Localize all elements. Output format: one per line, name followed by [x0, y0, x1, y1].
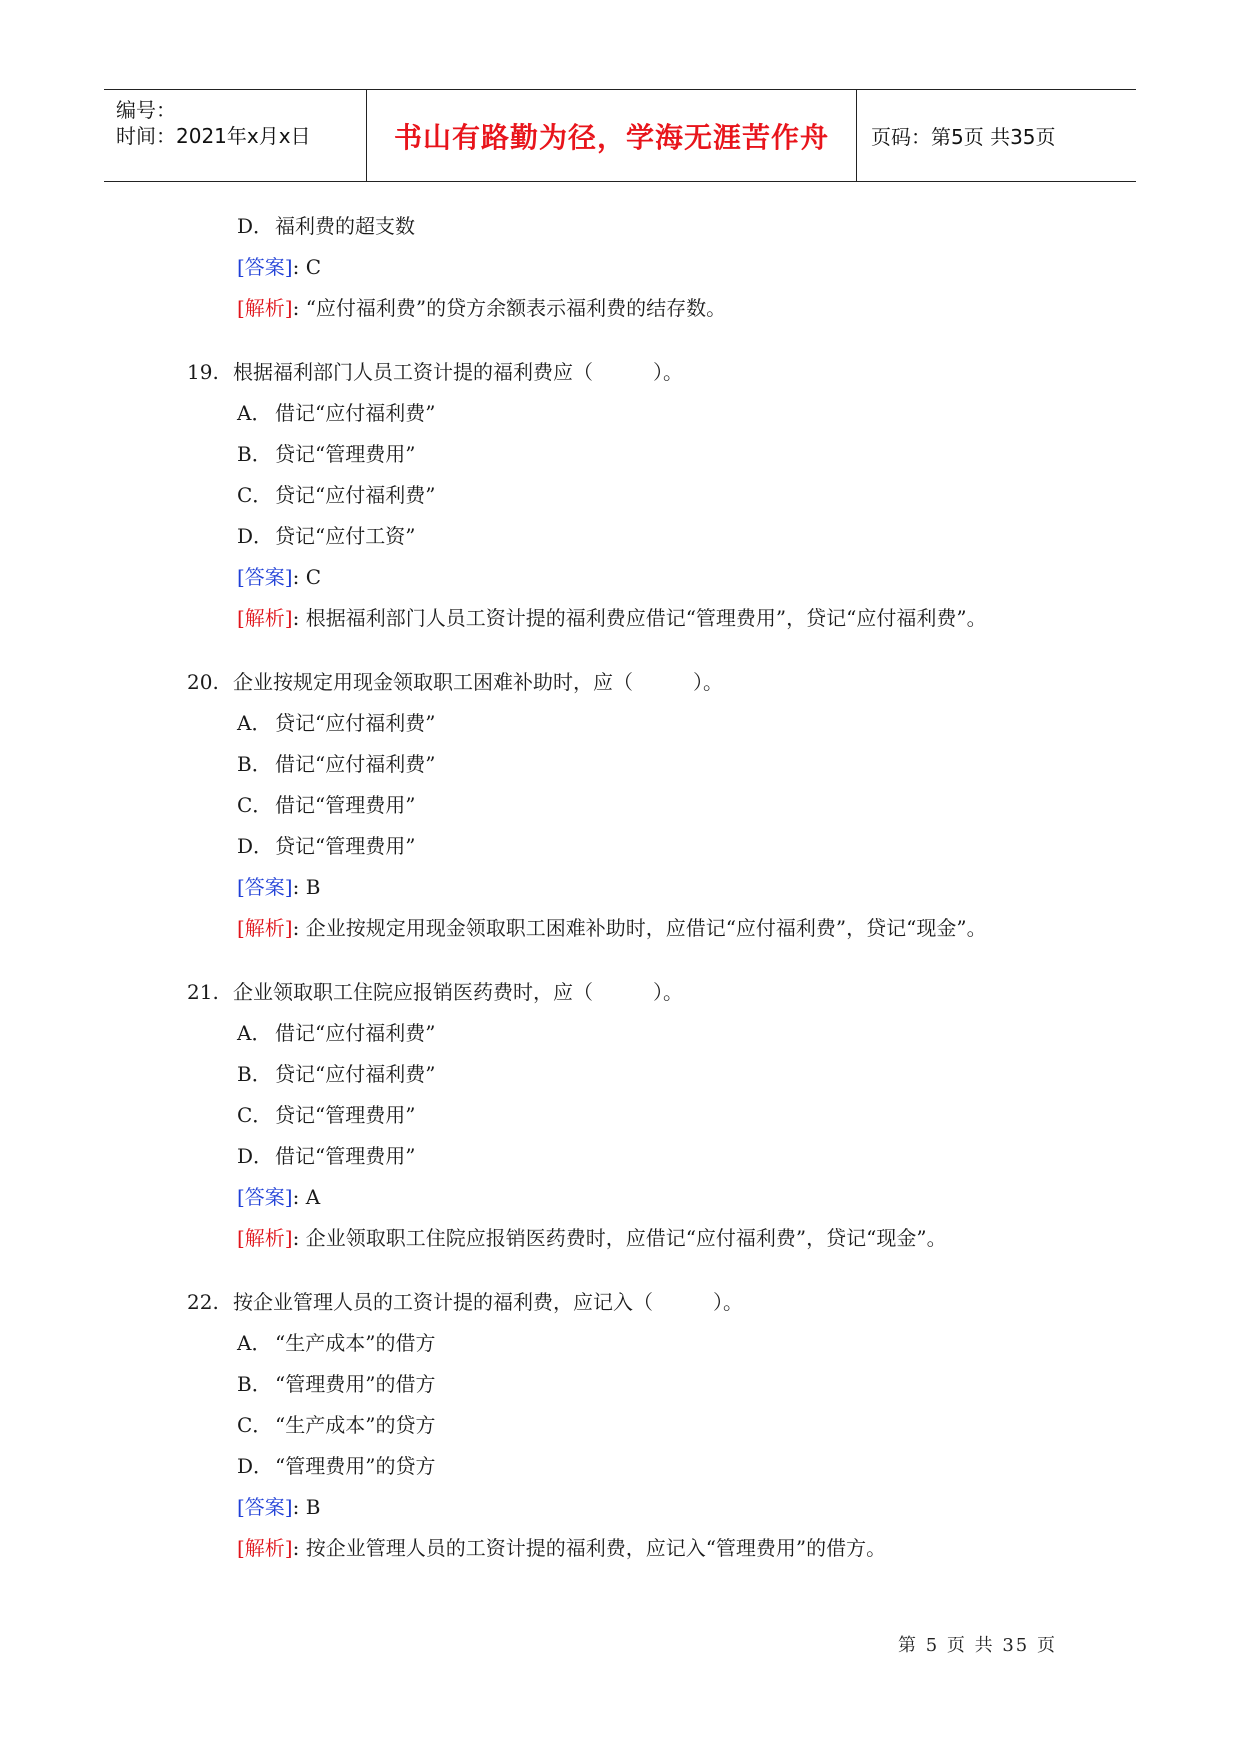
answer-tag: [答案]: [237, 255, 293, 279]
analysis-line: [237, 1536, 886, 1560]
option-key: A．: [237, 401, 272, 425]
answer-value: : C: [292, 565, 322, 589]
header-motto: 书山有路勤为径，学海无涯苦作舟: [367, 90, 857, 181]
answer-line: [237, 1495, 320, 1519]
option-c: [237, 483, 435, 507]
option-text: “生产成本”的贷方: [275, 1413, 436, 1437]
option-key: D．: [237, 1144, 274, 1168]
option-b: [237, 1062, 435, 1086]
option-key: B．: [237, 1372, 272, 1396]
option-b: [237, 442, 415, 466]
answer-tag: [答案]: [237, 875, 293, 899]
option-b: [237, 1372, 435, 1396]
question-22: [187, 1290, 743, 1314]
analysis-tag: [解析]: [237, 1536, 293, 1560]
question-stem: 企业按规定用现金领取职工困难补助时，应（ ）。: [233, 670, 723, 694]
option-text: 贷记“管理费用”: [275, 1103, 416, 1127]
option-text: 贷记“应付工资”: [275, 524, 416, 548]
option-text: 借记“应付福利费”: [275, 752, 436, 776]
time-label: 时间：2021年x月x日: [116, 124, 311, 148]
option-key: D．: [237, 834, 274, 858]
analysis-tag: [解析]: [237, 296, 293, 320]
option-c: [237, 1413, 435, 1437]
analysis-tag: [解析]: [237, 916, 293, 940]
answer-tag: [答案]: [237, 565, 293, 589]
option-key: D．: [237, 524, 274, 548]
analysis-line: [237, 1226, 947, 1250]
number-label: 编号：: [116, 98, 176, 122]
option-text: 贷记“应付福利费”: [275, 1062, 436, 1086]
option-text: 借记“应付福利费”: [275, 1021, 436, 1045]
question-20: [187, 670, 723, 694]
analysis-tag: [解析]: [237, 1226, 293, 1250]
option-c: [237, 793, 415, 817]
analysis-text: : 按企业管理人员的工资计提的福利费，应记入“管理费用”的借方。: [292, 1536, 887, 1560]
header-page-info: 页码：第5页 共35页: [871, 125, 1056, 149]
answer-line: [237, 1185, 320, 1209]
option-a: [237, 1021, 435, 1045]
question-number: 21.: [187, 980, 219, 1004]
option-key: B．: [237, 752, 272, 776]
answer-tag: [答案]: [237, 1495, 293, 1519]
option-b: [237, 752, 435, 776]
option-key: C．: [237, 483, 273, 507]
option-text: 福利费的超支数: [275, 214, 415, 238]
page-footer: 第 5 页 共 35 页: [898, 1635, 1057, 1656]
option-text: 贷记“管理费用”: [275, 834, 416, 858]
question-number: 20.: [187, 670, 219, 694]
option-a: [237, 711, 435, 735]
analysis-text: : 企业领取职工住院应报销医药费时，应借记“应付福利费”，贷记“现金”。: [292, 1226, 947, 1250]
option-text: “生产成本”的借方: [275, 1331, 436, 1355]
analysis-text: : 企业按规定用现金领取职工困难补助时，应借记“应付福利费”，贷记“现金”。: [292, 916, 987, 940]
option-d: [237, 524, 415, 548]
question-stem: 根据福利部门人员工资计提的福利费应（ ）。: [233, 360, 683, 384]
option-d: [237, 1454, 435, 1478]
question-stem: 按企业管理人员的工资计提的福利费，应记入（ ）。: [233, 1290, 743, 1314]
option-key: B．: [237, 1062, 272, 1086]
option-key: A．: [237, 1021, 272, 1045]
option-key: C．: [237, 1413, 273, 1437]
answer-tag: [答案]: [237, 1185, 293, 1209]
answer-line: [237, 255, 321, 279]
option-text: 借记“应付福利费”: [275, 401, 436, 425]
analysis-line: [237, 606, 987, 630]
option-key: A．: [237, 711, 272, 735]
question-21: [187, 980, 683, 1004]
option-d: [237, 834, 415, 858]
option-text: “管理费用”的贷方: [275, 1454, 436, 1478]
option-key: D．: [237, 214, 274, 238]
answer-value: : B: [292, 1495, 321, 1519]
option-a: [237, 401, 435, 425]
option-c: [237, 1103, 415, 1127]
option-text: 贷记“应付福利费”: [275, 483, 436, 507]
question-number: 22.: [187, 1290, 219, 1314]
analysis-tag: [解析]: [237, 606, 293, 630]
option-text: 贷记“管理费用”: [275, 442, 416, 466]
answer-value: : B: [292, 875, 321, 899]
option-key: C．: [237, 1103, 273, 1127]
question-number: 19.: [187, 360, 219, 384]
answer-line: [237, 875, 320, 899]
answer-value: : A: [292, 1185, 321, 1209]
header-info-cell: [104, 90, 367, 181]
option-text: 借记“管理费用”: [275, 1144, 416, 1168]
option-text: 贷记“应付福利费”: [275, 711, 436, 735]
option-key: C．: [237, 793, 273, 817]
question-19: [187, 360, 683, 384]
option-d: [237, 1144, 415, 1168]
option-d: [237, 214, 415, 238]
option-key: A．: [237, 1331, 272, 1355]
document-header: [104, 89, 1136, 182]
option-a: [237, 1331, 435, 1355]
option-key: D．: [237, 1454, 274, 1478]
analysis-line: [237, 916, 987, 940]
analysis-line: [237, 296, 726, 320]
option-key: B．: [237, 442, 272, 466]
analysis-text: : 根据福利部门人员工资计提的福利费应借记“管理费用”，贷记“应付福利费”。: [292, 606, 987, 630]
analysis-text: : “应付福利费”的贷方余额表示福利费的结存数。: [292, 296, 727, 320]
option-text: 借记“管理费用”: [275, 793, 416, 817]
option-text: “管理费用”的借方: [275, 1372, 436, 1396]
answer-value: : C: [292, 255, 322, 279]
question-stem: 企业领取职工住院应报销医药费时，应（ ）。: [233, 980, 683, 1004]
answer-line: [237, 565, 321, 589]
